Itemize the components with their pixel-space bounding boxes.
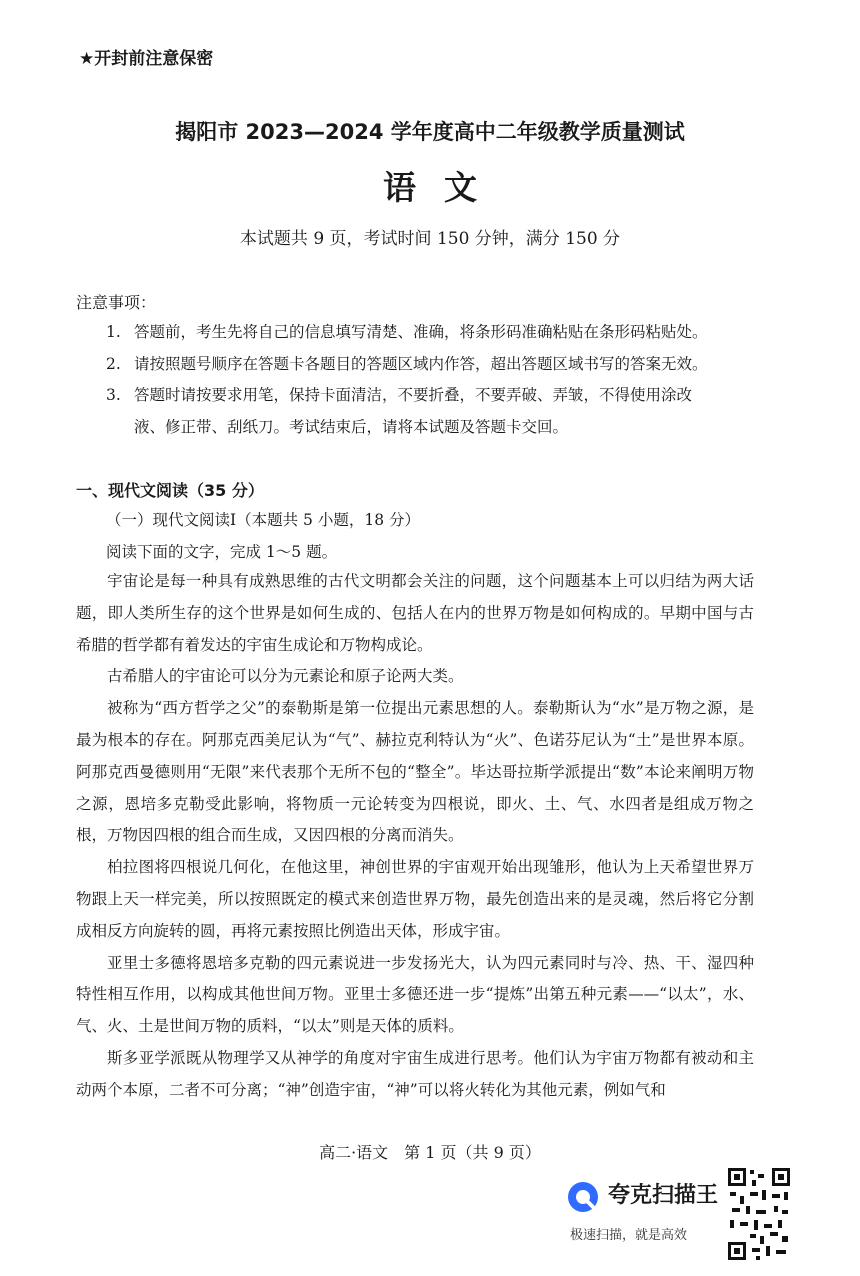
- note-number: 2.: [106, 355, 121, 373]
- section-heading: 一、现代文阅读（35 分）: [76, 481, 264, 500]
- passage-paragraph: 柏拉图将四根说几何化，在他这里，神创世界的宇宙观开始出现雏形，他认为上天希望世界万物跟上天一样完美，所以按照既定的模式来创造世界万物，最先创造出来的是灵魂，然后将它分割成相反方向旋转的圆，再将元素按照比例造出天体，形成宇宙。: [76, 858, 754, 940]
- exam-title: 揭阳市 2023—2024 学年度高中二年级教学质量测试: [175, 120, 685, 144]
- reading-passage: [76, 566, 754, 1107]
- note-item: [106, 379, 766, 443]
- subject-title: 语文: [383, 168, 505, 207]
- scanner-watermark: [566, 1166, 851, 1266]
- passage-paragraph: 宇宙论是每一种具有成熟思维的古代文明都会关注的问题，这个问题基本上可以归结为两大话题，即人类所生存的这个世界是如何生成的、包括人在内的世界万物是如何构成的。早期中国与古希腊的哲学都有着发达的宇宙生成论和万物构成论。: [76, 572, 754, 654]
- passage-paragraph: 古希腊人的宇宙论可以分为元素论和原子论两大类。: [107, 667, 464, 686]
- exam-meta: 本试题共 9 页，考试时间 150 分钟，满分 150 分: [239, 229, 621, 249]
- section-subheading: （一）现代文阅读Ⅰ（本题共 5 小题，18 分）: [106, 511, 420, 529]
- confidential-notice: ★开封前注意保密: [79, 49, 214, 69]
- note-continuation: 液、修正带、刮纸刀。考试结束后，请将本试题及答题卡交回。: [134, 418, 569, 436]
- note-number: 1.: [106, 323, 121, 341]
- note-item: [106, 316, 766, 348]
- passage-paragraph: 被称为“西方哲学之父”的泰勒斯是第一位提出元素思想的人。泰勒斯认为“水”是万物之源，是最为根本的存在。阿那克西美尼认为“气”、赫拉克利特认为“火”、色诺芬尼认为“土”是世界本原。阿那克西曼德则用“无限”来代表那个无所不包的“整全”。毕达哥拉斯学派提出“数”本论来阐明万物之源，恩培多克勒受此影响，将物质一元论转变为四根说，即火、土、气、水四者是组成万物之根，万物因四根的组合而生成，又因四根的分离而消失。: [76, 699, 754, 845]
- passage-paragraph: 斯多亚学派既从物理学又从神学的角度对宇宙生成进行思考。他们认为宇宙万物都有被动和主动两个本原，二者不可分离；“神”创造宇宙，“神”可以将火转化为其他元素，例如气和: [76, 1048, 754, 1099]
- note-text: 答题前，考生先将自己的信息填写清楚、准确，将条形码准确粘贴在条形码粘贴处。: [134, 323, 708, 341]
- qr-code-icon: [726, 1166, 792, 1262]
- page-footer: 高二·语文 第 1 页（共 9 页）: [319, 1143, 541, 1162]
- note-number: 3.: [106, 386, 121, 404]
- notes-heading: 注意事项：: [76, 293, 157, 312]
- quark-logo-icon: [566, 1180, 600, 1214]
- watermark-brand: 夸克扫描王: [608, 1183, 719, 1208]
- passage-paragraph: 亚里士多德将恩培多克勒的四元素说进一步发扬光大，认为四元素同时与冷、热、干、湿四种特性相互作用，以构成其他世间万物。亚里士多德还进一步“提炼”出第五种元素——“以太”，水、气、火、土是世间万物的质料，“以太”则是天体的质料。: [76, 953, 754, 1036]
- note-text: 请按照题号顺序在答题卡各题目的答题区域内作答，超出答题区域书写的答案无效。: [134, 355, 708, 373]
- watermark-slogan: 极速扫描，就是高效: [570, 1228, 688, 1243]
- note-item: [106, 348, 766, 380]
- note-text: 答题时请按要求用笔，保持卡面清洁，不要折叠，不要弄破、弄皱，不得使用涂改: [134, 386, 693, 404]
- reading-instruction: 阅读下面的文字，完成 1～5 题。: [106, 543, 338, 561]
